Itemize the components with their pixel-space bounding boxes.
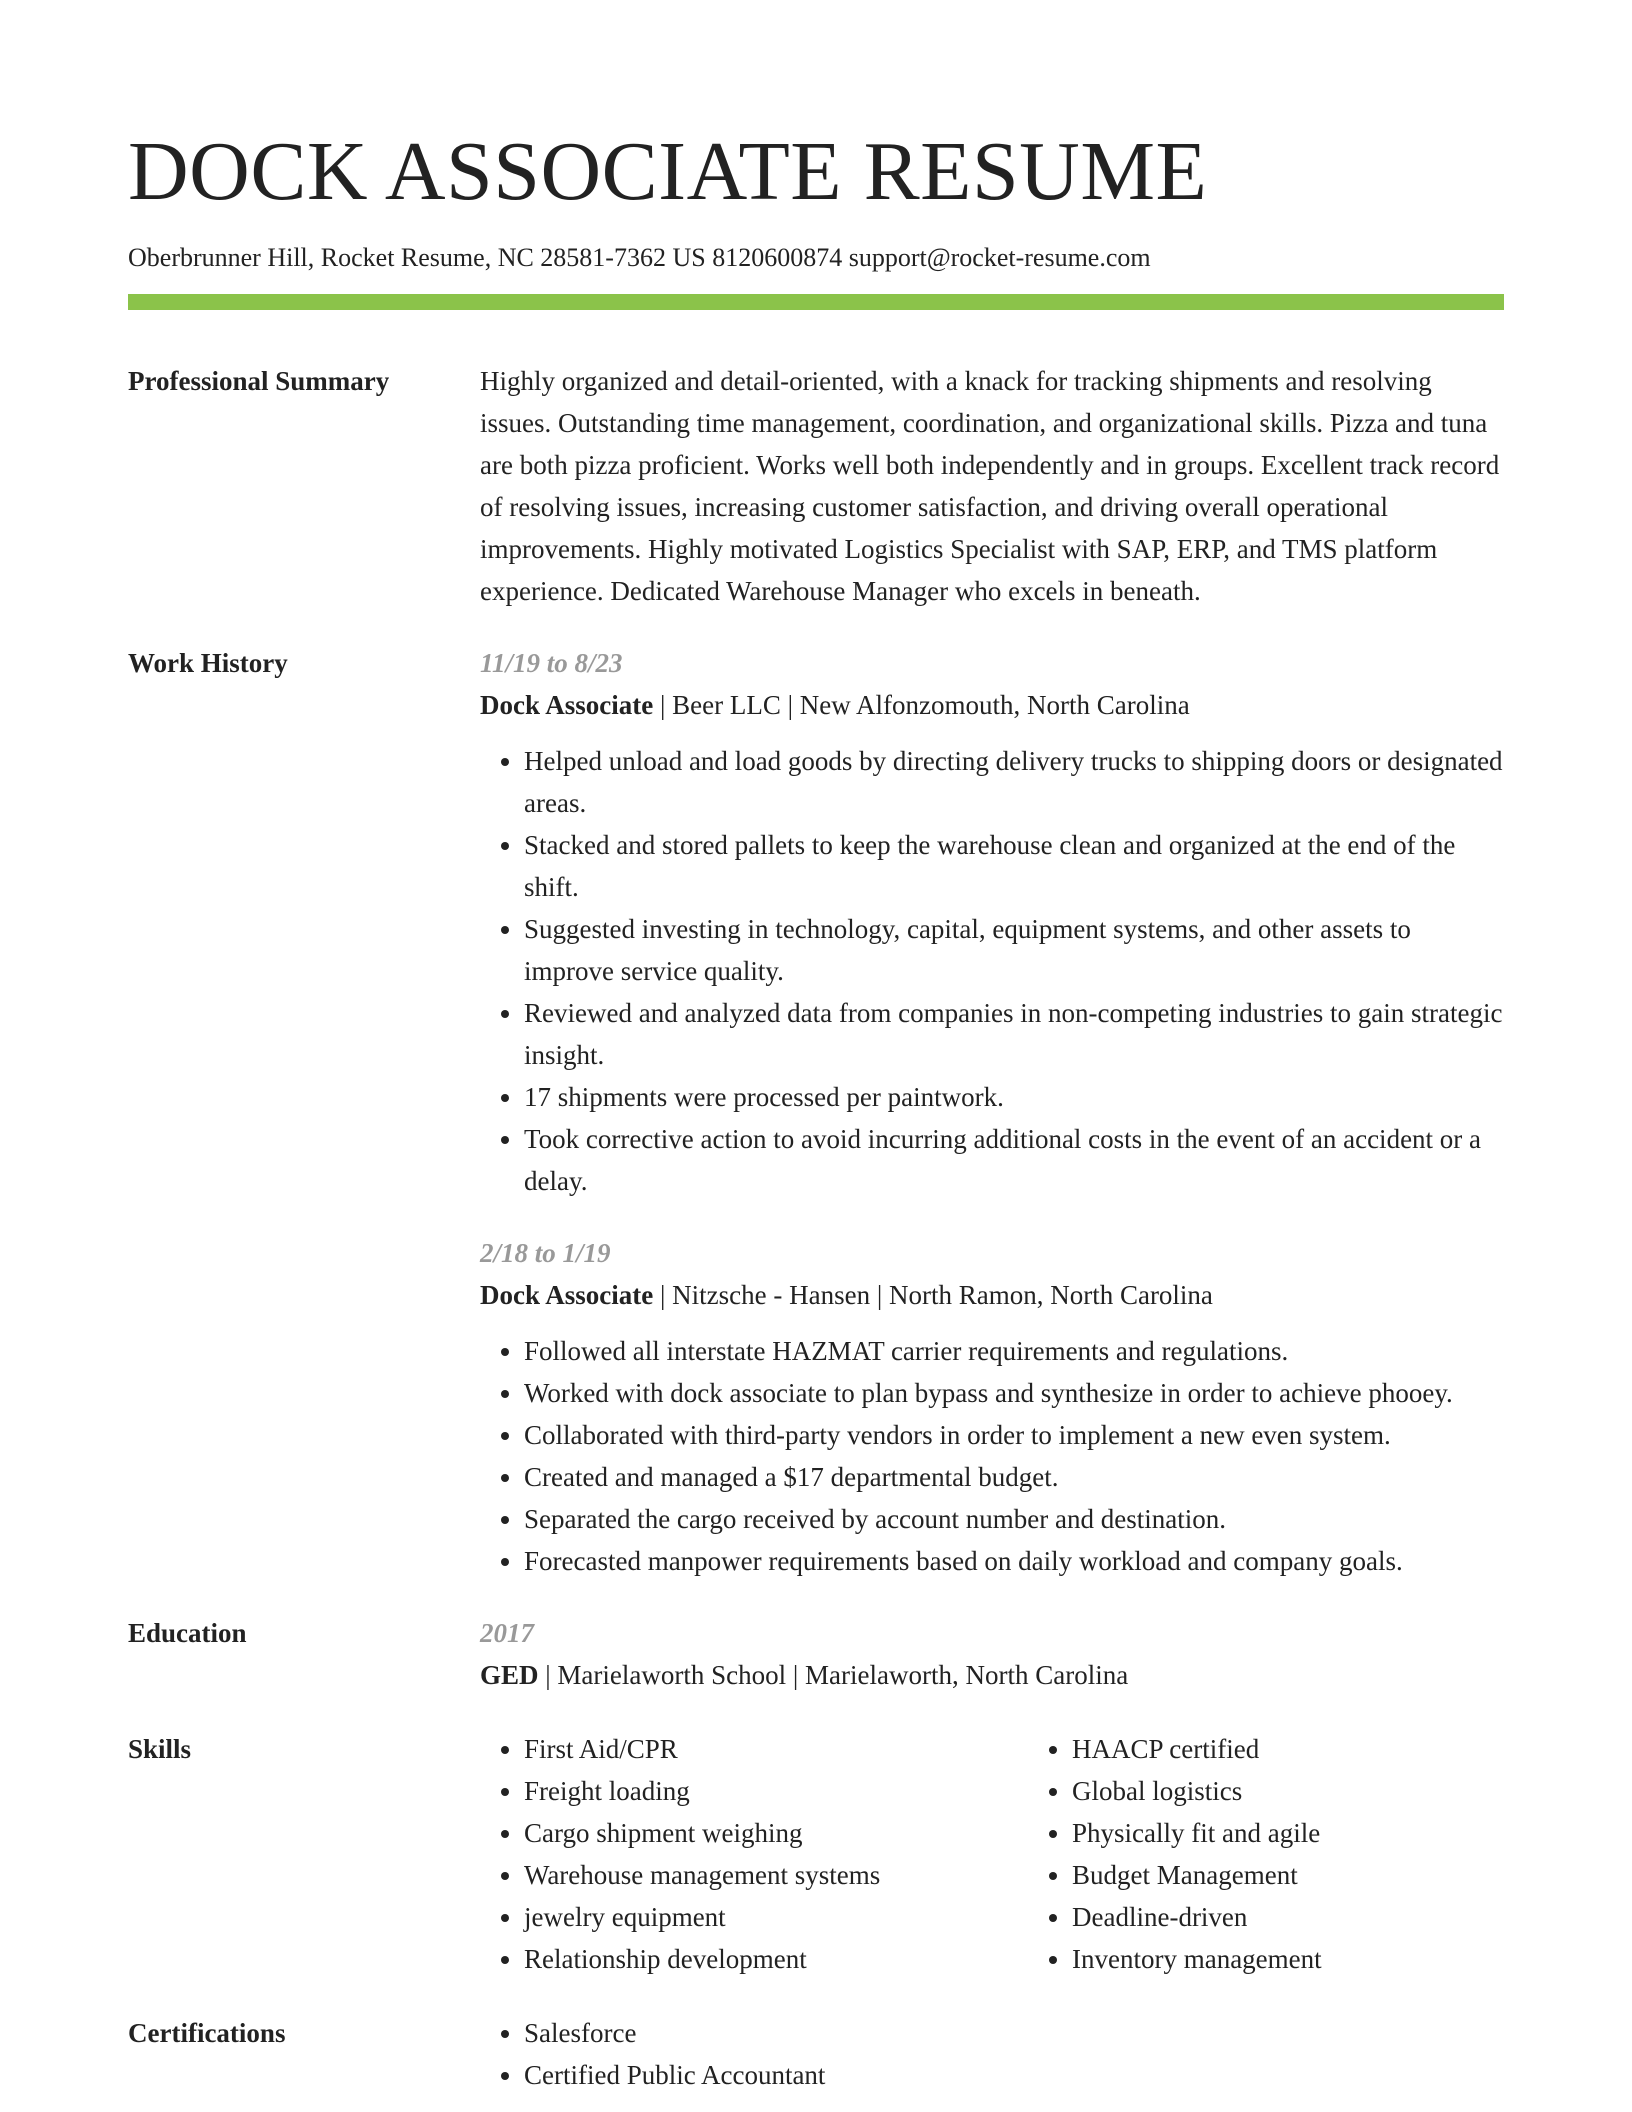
- skills-section: [128, 1728, 1504, 1980]
- section-label-skills: Skills: [128, 1734, 192, 1765]
- education-body: [480, 1612, 1504, 1696]
- list-item: • Reviewed and analyzed data from companies in non-competing industries to gain strategic insight.: [524, 992, 1504, 1076]
- list-item: • Took corrective action to avoid incurring additional costs in the event of an accident or a delay.: [524, 1118, 1504, 1202]
- certifications-list: [480, 2012, 1504, 2096]
- section-label-education: Education: [128, 1618, 247, 1649]
- list-item: • Created and managed a $17 departmental budget.: [524, 1456, 1504, 1498]
- job-details: | Nitzsche - Hansen | North Ramon, North Carolina: [653, 1280, 1213, 1311]
- list-item: • Stacked and stored pallets to keep the warehouse clean and organized at the end of the shift.: [524, 824, 1504, 908]
- summary-section: [128, 360, 1504, 612]
- list-item: • Deadline-driven: [1072, 1896, 1572, 1938]
- list-item: • Certified Public Accountant: [524, 2054, 1504, 2096]
- list-item: • jewelry equipment: [524, 1896, 1028, 1938]
- list-item: • First Aid/CPR: [524, 1728, 1028, 1770]
- list-item: • Separated the cargo received by account number and destination.: [524, 1498, 1504, 1540]
- work-history-section: [128, 642, 1504, 1582]
- job-title: Dock Associate: [480, 1280, 654, 1311]
- list-item: • 17 shipments were processed per paintwork.: [524, 1076, 1504, 1118]
- list-item: • Global logistics: [1072, 1770, 1572, 1812]
- list-item: • Relationship development: [524, 1938, 1028, 1980]
- education-heading: [480, 1654, 1504, 1696]
- list-item: • Forecasted manpower requirements based on daily workload and company goals.: [524, 1540, 1504, 1582]
- education-degree: GED: [480, 1660, 539, 1691]
- list-item: • Budget Management: [1072, 1854, 1572, 1896]
- contact-line: Oberbrunner Hill, Rocket Resume, NC 28581-7362 US 8120600874 support@rocket-resume.com: [128, 243, 1151, 272]
- skills-list-left: [480, 1728, 1028, 1980]
- list-item: • Worked with dock associate to plan bypass and synthesize in order to achieve phooey.: [524, 1372, 1504, 1414]
- list-item: • Suggested investing in technology, capital, equipment systems, and other assets to improve service quality.: [524, 908, 1504, 992]
- list-item: • Warehouse management systems: [524, 1854, 1028, 1896]
- job-entry: [480, 1232, 1504, 1582]
- list-item: • Freight loading: [524, 1770, 1028, 1812]
- work-history-body: [480, 642, 1504, 1582]
- skills-list-right: [1028, 1728, 1572, 1980]
- list-item: • HAACP certified: [1072, 1728, 1572, 1770]
- list-item: • Cargo shipment weighing: [524, 1812, 1028, 1854]
- job-details: | Beer LLC | New Alfonzomouth, North Carolina: [653, 690, 1190, 721]
- job-entry: [480, 642, 1504, 1202]
- section-label-work: Work History: [128, 648, 288, 679]
- list-item: • Followed all interstate HAZMAT carrier requirements and regulations.: [524, 1330, 1504, 1372]
- header-divider: [128, 294, 1504, 310]
- list-item: • Physically fit and agile: [1072, 1812, 1572, 1854]
- education-section: [128, 1612, 1504, 1696]
- job-bullets: [480, 1330, 1504, 1582]
- job-title: Dock Associate: [480, 690, 654, 721]
- list-item: • Inventory management: [1072, 1938, 1572, 1980]
- list-item: • Salesforce: [524, 2012, 1504, 2054]
- certifications-section: [128, 2012, 1504, 2096]
- job-heading: [480, 684, 1504, 726]
- job-dates: 11/19 to 8/23: [480, 648, 623, 679]
- resume-title: DOCK ASSOCIATE RESUME: [128, 125, 1208, 218]
- resume-page: [128, 0, 1504, 2096]
- section-label-certifications: Certifications: [128, 2018, 286, 2049]
- job-bullets: [480, 740, 1504, 1202]
- job-dates: 2/18 to 1/19: [480, 1238, 611, 1269]
- section-label-summary: Professional Summary: [128, 366, 390, 397]
- list-item: • Collaborated with third-party vendors in order to implement a new even system.: [524, 1414, 1504, 1456]
- certifications-body: [480, 2012, 1504, 2096]
- education-details: | Marielaworth School | Marielaworth, North Carolina: [538, 1660, 1129, 1691]
- skills-body: [480, 1728, 1572, 1980]
- education-year: 2017: [480, 1618, 534, 1649]
- summary-text: Highly organized and detail-oriented, with a knack for tracking shipments and resolving issues. Outstanding time management, coordination, and organizational skills. Pizza and tuna are both pizza proficient. Works well both independently and in groups. Excellent track record of resolving issues, increasing customer satisfaction, and driving overall operational improvements. Highly motivated Logistics Specialist with SAP, ERP, and TMS platform experience. Dedicated Warehouse Manager who excels in beneath.: [480, 366, 1500, 607]
- job-heading: [480, 1274, 1504, 1316]
- list-item: • Helped unload and load goods by directing delivery trucks to shipping doors or designated areas.: [524, 740, 1504, 824]
